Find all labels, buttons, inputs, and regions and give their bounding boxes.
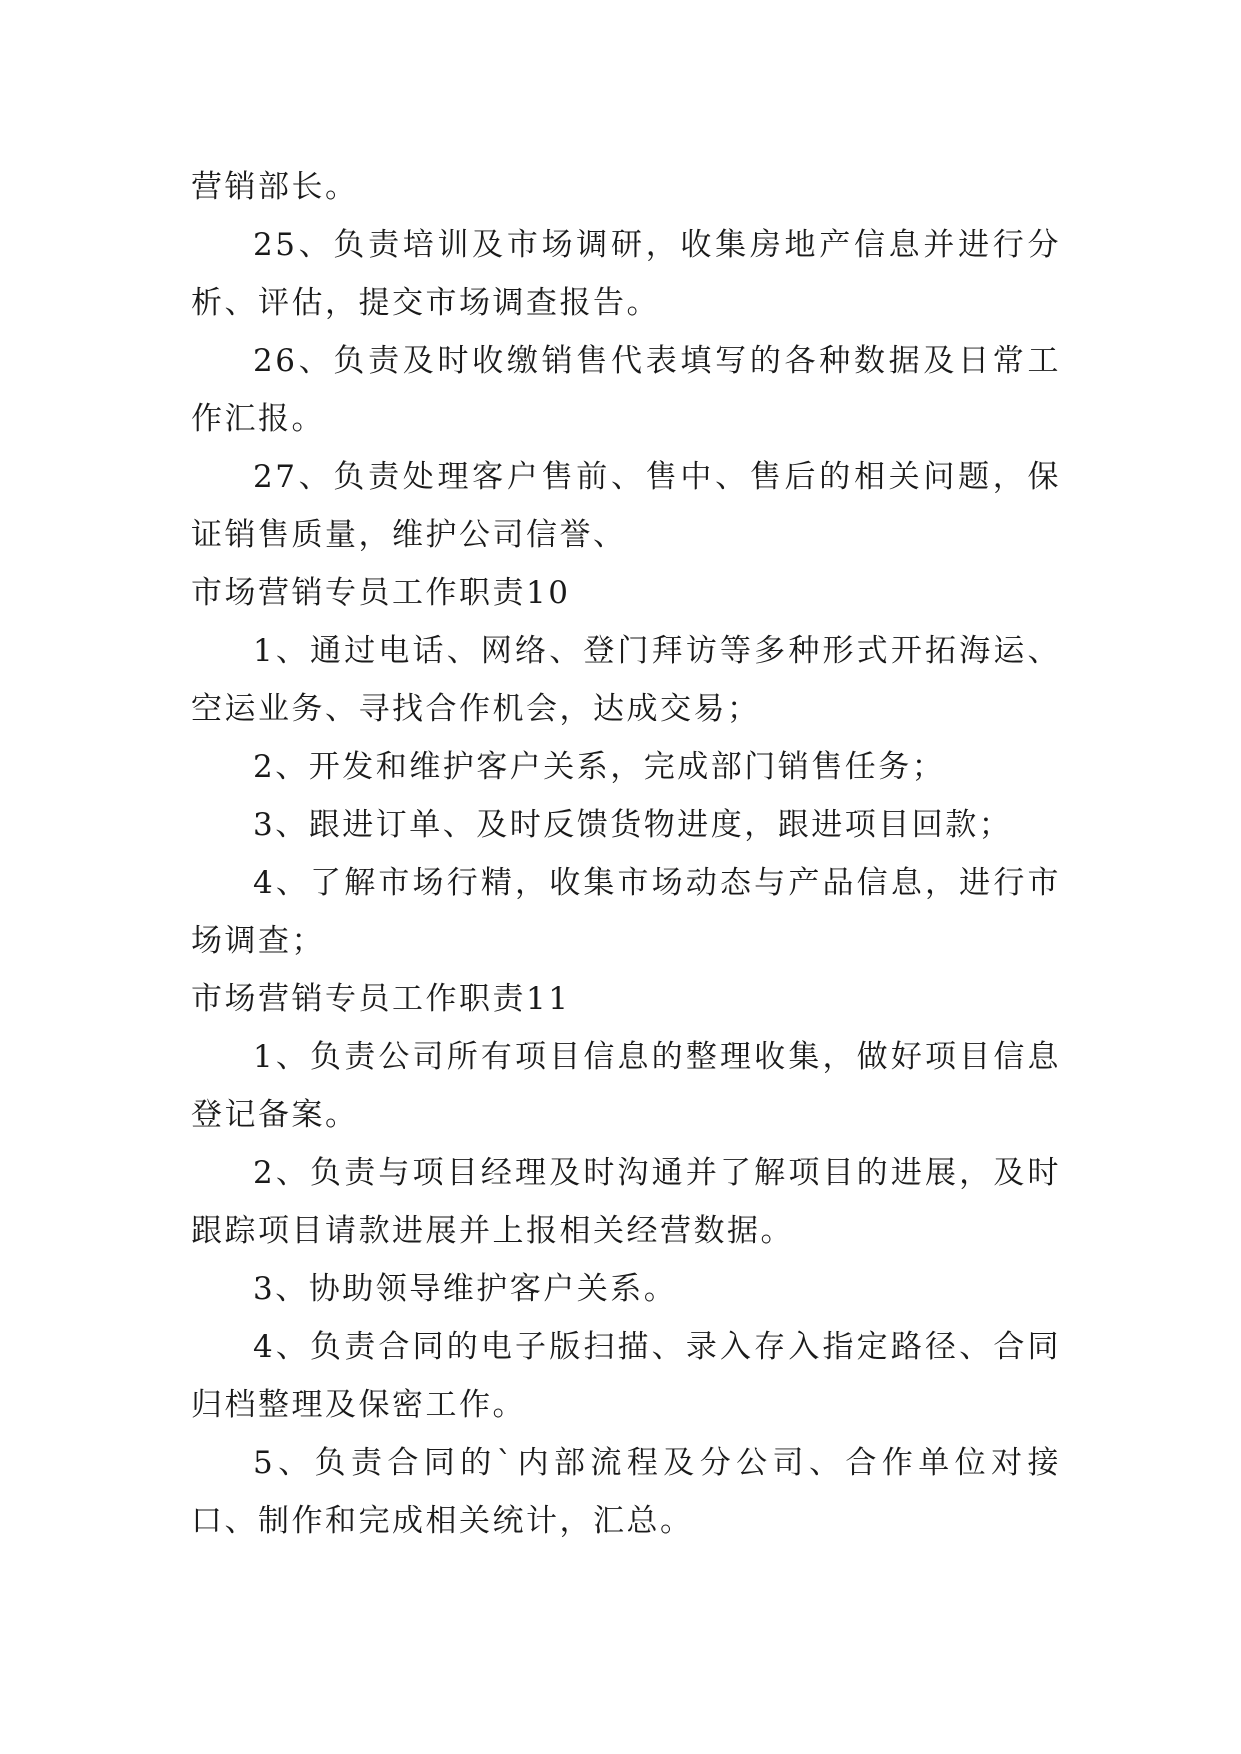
paragraph-section11-item-2: 2、负责与项目经理及时沟通并了解项目的进展，及时跟踪项目请款进展并上报相关经营数据。 [191,1155,1061,1249]
paragraph-section11-item-3: 3、协助领导维护客户关系。 [253,1271,678,1307]
paragraph-section10-item-1: 1、通过电话、网络、登门拜访等多种形式开拓海运、空运业务、寻找合作机会，达成交易； [191,633,1061,727]
section-heading-10: 市场营销专员工作职责10 [191,575,571,611]
paragraph-item-27: 27、负责处理客户售前、售中、售后的相关问题，保证销售质量，维护公司信誉、 [191,459,1061,553]
paragraph-section11-item-5: 5、负责合同的`内部流程及分公司、合作单位对接口、制作和完成相关统计，汇总。 [191,1445,1061,1539]
section-heading-11: 市场营销专员工作职责11 [191,981,571,1017]
paragraph-continuation: 营销部长。 [191,169,359,205]
paragraph-item-26: 26、负责及时收缴销售代表填写的各种数据及日常工作汇报。 [191,343,1061,437]
paragraph-section10-item-3: 3、跟进订单、及时反馈货物进度，跟进项目回款； [253,807,1013,843]
paragraph-section10-item-4: 4、了解市场行精，收集市场动态与产品信息，进行市场调查； [191,865,1061,959]
paragraph-item-25: 25、负责培训及市场调研，收集房地产信息并进行分析、评估，提交市场调查报告。 [191,227,1061,321]
document-body [191,158,1061,1550]
paragraph-section11-item-4: 4、负责合同的电子版扫描、录入存入指定路径、合同归档整理及保密工作。 [191,1329,1061,1423]
paragraph-section11-item-1: 1、负责公司所有项目信息的整理收集，做好项目信息登记备案。 [191,1039,1061,1133]
paragraph-section10-item-2: 2、开发和维护客户关系，完成部门销售任务； [253,749,946,785]
